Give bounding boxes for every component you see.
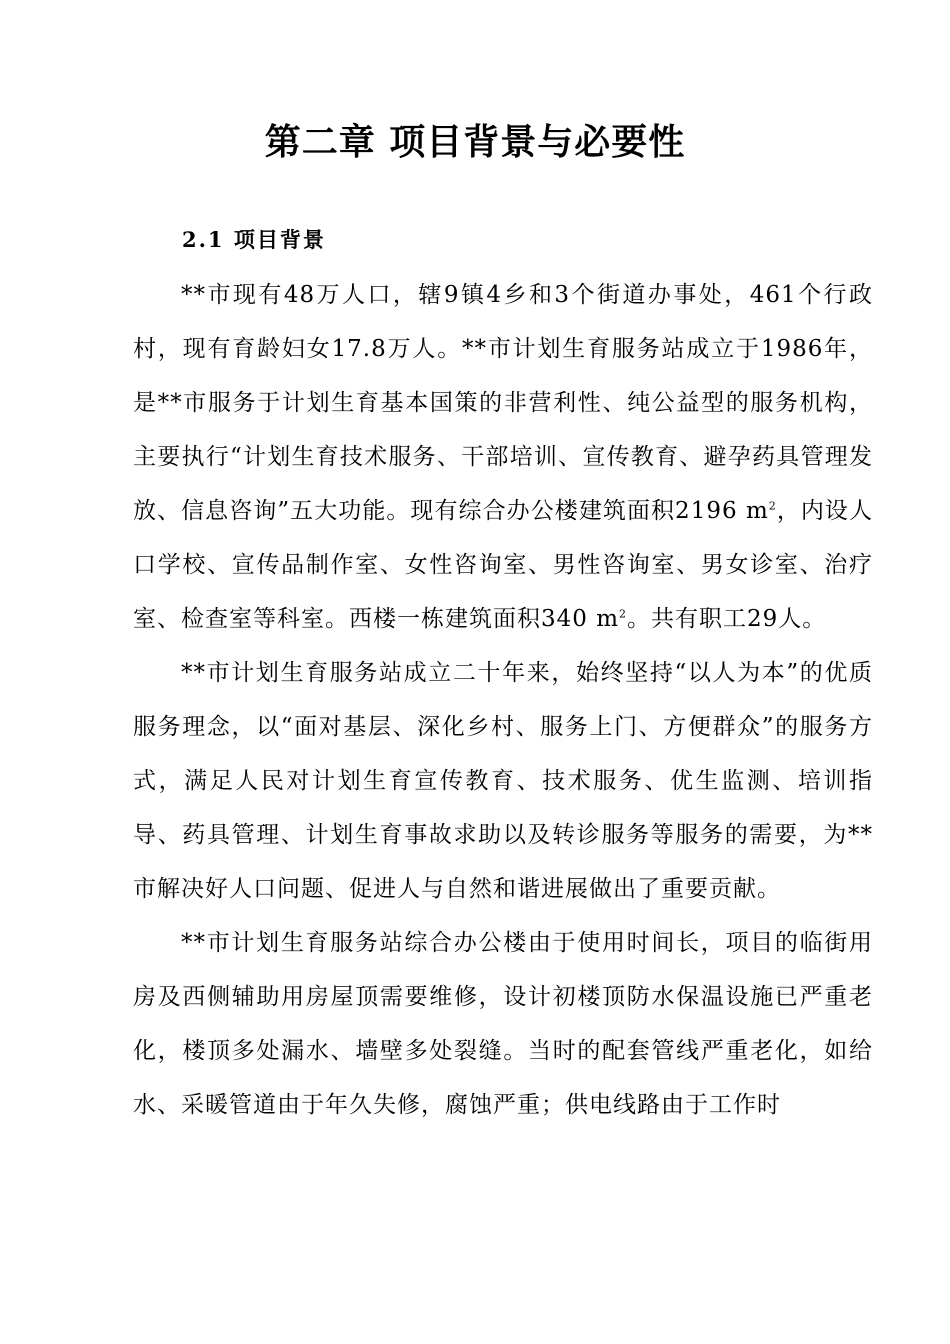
chapter-title: 第二章 项目背景与必要性	[264, 122, 686, 163]
paragraph-background-overview	[133, 268, 873, 646]
paragraph-text: ，内设人口学校、宣传品制作室、女性咨询室、男性咨询室、男女诊室、治疗室、检查室等科室。西楼一栋建筑面积340 m	[133, 498, 873, 632]
paragraph-text: **市现有48万人口，辖9镇4乡和3个街道办事处，461个行政村，现有育龄妇女17.8万人。**市计划生育服务站成立于1986年，是**市服务于计划生育基本国策的非营利性、纯公益型的服务机构，主要执行“计划生育技术服务、干部培训、宣传教育、避孕药具管理发放、信息咨询”五大功能。现有综合办公楼建筑面积2196 m	[133, 282, 873, 524]
paragraph-service-history: **市计划生育服务站成立二十年来，始终坚持“以人为本”的优质服务理念，以“面对基层、深化乡村、服务上门、方便群众”的服务方式，满足人民对计划生育宣传教育、技术服务、优生监测、培训指导、药具管理、计划生育事故求助以及转诊服务等服务的需要，为**市解决好人口问题、促进人与自然和谐进展做出了重要贡献。	[133, 660, 873, 902]
superscript-square-unit: 2	[619, 607, 628, 621]
section-heading: 2.1 项目背景	[182, 227, 326, 252]
body-text	[133, 268, 873, 1132]
paragraph-text: 。共有职工29人。	[627, 606, 827, 632]
superscript-square-unit: 2	[768, 499, 777, 513]
paragraph-building-condition: **市计划生育服务站综合办公楼由于使用时间长，项目的临街用房及西侧辅助用房屋顶需要维修，设计初楼顶防水保温设施已严重老化，楼顶多处漏水、墙壁多处裂缝。当时的配套管线严重老化，如给水、采暖管道由于年久失修，腐蚀严重；供电线路由于工作时	[133, 930, 873, 1118]
